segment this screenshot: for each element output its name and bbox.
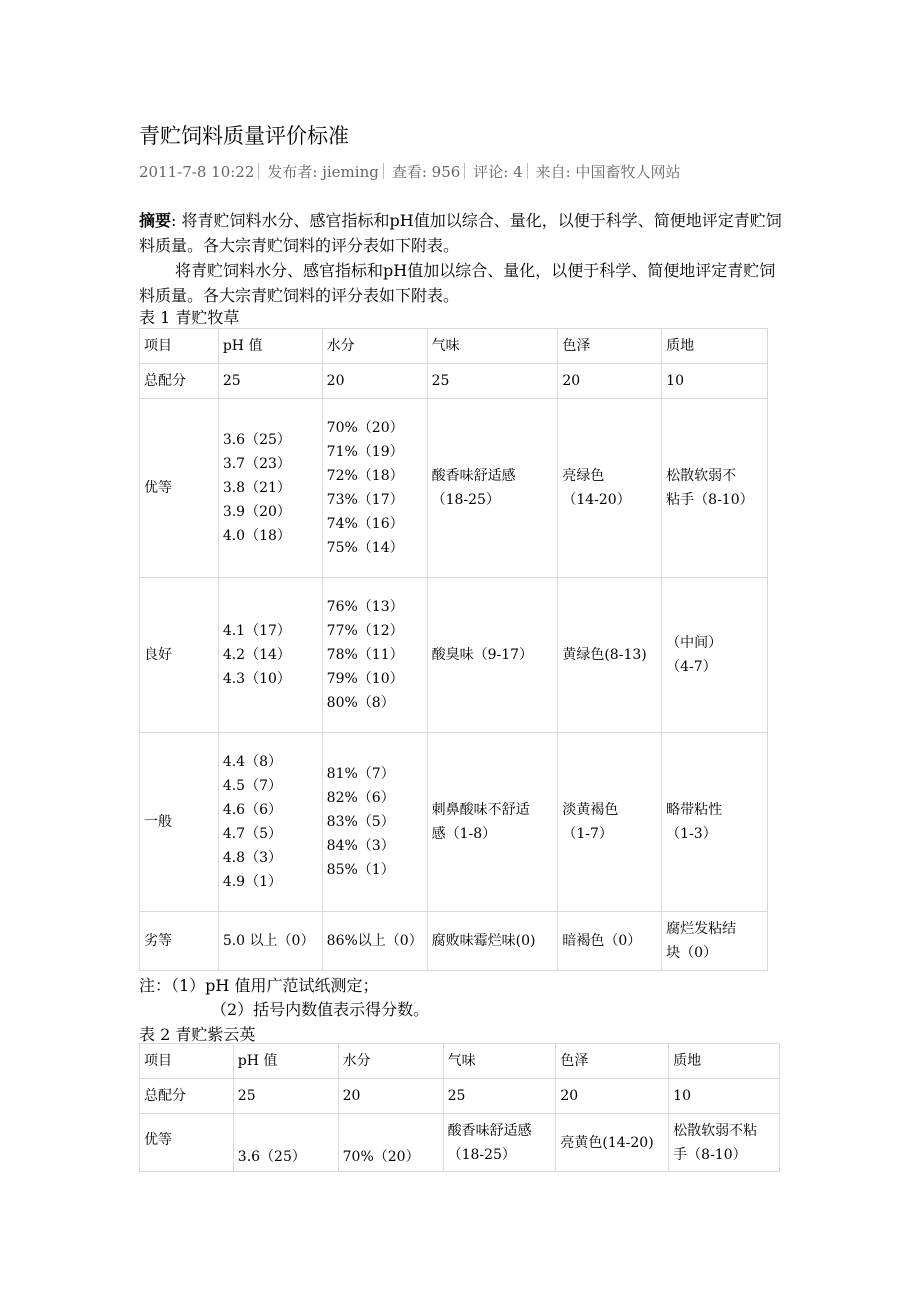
table-cell: 20 — [558, 364, 662, 399]
table-cell: 5.0 以上（0） — [218, 912, 322, 971]
meta-date: 2011-7-8 10:22 — [139, 163, 255, 181]
table-cell: 3.6（25） 3.7（23） 3.8（21） 3.9（20） 4.0（18） — [218, 399, 322, 578]
table-row — [140, 364, 768, 399]
table-silage-milk-vetch — [139, 1043, 780, 1172]
table-cell: 10 — [662, 364, 768, 399]
table-cell: 86%以上（0） — [322, 912, 427, 971]
header-cell: 色泽 — [558, 329, 662, 364]
table-cell: 暗褐色（0） — [558, 912, 662, 971]
header-cell: pH 值 — [218, 329, 322, 364]
table-row — [140, 912, 768, 971]
table-cell: 腐烂发粘结 块（0） — [662, 912, 768, 971]
table-cell: 松散软弱不粘 手（8-10） — [669, 1114, 780, 1172]
table-cell: 4.1（17） 4.2（14） 4.3（10） — [218, 578, 322, 733]
table-cell: 黄绿色(8-13) — [558, 578, 662, 733]
header-cell: 水分 — [338, 1044, 443, 1079]
table-cell: 20 — [338, 1079, 443, 1114]
meta-separator — [527, 163, 528, 179]
table-cell: 淡黄褐色 （1-7） — [558, 733, 662, 912]
body-paragraph: 将青贮饲料水分、感官指标和pH值加以综合、量化，以便于科学、简便地评定青贮饲料质量。各大宗青贮饲料的评分表如下附表。 — [139, 261, 776, 305]
header-cell: 气味 — [427, 329, 558, 364]
table2-caption: 表 2 青贮紫云英 — [139, 1025, 256, 1044]
table-cell: 70%（20） 71%（19） 72%（18） 73%（17） 74%（16） 75%（14） — [322, 399, 427, 578]
table-cell: 优等 — [140, 1114, 234, 1172]
table-cell: 优等 — [140, 399, 219, 578]
table-row — [140, 733, 768, 912]
table-cell: 总配分 — [140, 1079, 234, 1114]
header-cell: pH 值 — [233, 1044, 338, 1079]
header-cell: 项目 — [140, 329, 219, 364]
header-cell: 项目 — [140, 1044, 234, 1079]
meta-separator — [258, 163, 259, 179]
table-cell: 一般 — [140, 733, 219, 912]
article-meta — [139, 160, 795, 184]
table1-caption: 表 1 青贮牧草 — [139, 308, 240, 327]
table-note-2: （2）括号内数值表示得分数。 — [211, 1000, 430, 1019]
meta-views: 查看: 956 — [391, 163, 461, 181]
table-cell: 25 — [443, 1079, 556, 1114]
table-cell: 刺鼻酸味不舒适 感（1-8） — [427, 733, 558, 912]
table-silage-grass — [139, 328, 768, 971]
table-cell: 略带粘性 （1-3） — [662, 733, 768, 912]
header-cell: 质地 — [662, 329, 768, 364]
table-cell: 25 — [233, 1079, 338, 1114]
meta-comments[interactable]: 评论: 4 — [473, 163, 523, 181]
abstract-label: 摘要 — [139, 211, 172, 230]
table-cell: 10 — [669, 1079, 780, 1114]
abstract-text: : 将青贮饲料水分、感官指标和pH值加以综合、量化，以便于科学、简便地评定青贮饲料质量。各大宗青贮饲料的评分表如下附表。 — [139, 211, 782, 255]
table-cell: 4.4（8） 4.5（7） 4.6（6） 4.7（5） 4.8（3） 4.9（1） — [218, 733, 322, 912]
header-cell: 色泽 — [556, 1044, 669, 1079]
table-row — [140, 1079, 780, 1114]
table-row — [140, 1114, 780, 1172]
table-cell: 20 — [322, 364, 427, 399]
table-cell: 25 — [218, 364, 322, 399]
table-cell: 70%（20） — [338, 1114, 443, 1172]
table-row — [140, 578, 768, 733]
table-cell: 20 — [556, 1079, 669, 1114]
header-cell: 质地 — [669, 1044, 780, 1079]
table-header-row — [140, 1044, 780, 1079]
header-cell: 气味 — [443, 1044, 556, 1079]
table-note-1: 注：（1）pH 值用广范试纸测定； — [139, 976, 379, 995]
table-cell: 酸香味舒适感 （18-25） — [443, 1114, 556, 1172]
table-header-row — [140, 329, 768, 364]
table-cell: 酸香味舒适感 （18-25） — [427, 399, 558, 578]
table-cell: 总配分 — [140, 364, 219, 399]
table-cell: 劣等 — [140, 912, 219, 971]
meta-author[interactable]: 发布者: jieming — [267, 163, 379, 181]
table-row — [140, 399, 768, 578]
table-cell: 酸臭味（9-17） — [427, 578, 558, 733]
table-cell: 81%（7） 82%（6） 83%（5） 84%（3） 85%（1） — [322, 733, 427, 912]
table-cell: 松散软弱不 粘手（8-10） — [662, 399, 768, 578]
header-cell: 水分 — [322, 329, 427, 364]
abstract — [139, 208, 789, 258]
table-cell: 25 — [427, 364, 558, 399]
table-cell: 3.6（25） — [233, 1114, 338, 1172]
table-cell: 亮绿色 （14-20） — [558, 399, 662, 578]
table-cell: （中间） （4-7） — [662, 578, 768, 733]
table-cell: 亮黄色(14-20) — [556, 1114, 669, 1172]
table-cell: 腐败味霉烂味(0) — [427, 912, 558, 971]
meta-separator — [464, 163, 465, 179]
meta-separator — [383, 163, 384, 179]
meta-source[interactable]: 来自: 中国畜牧人网站 — [535, 163, 681, 181]
table-cell: 76%（13） 77%（12） 78%（11） 79%（10） 80%（8） — [322, 578, 427, 733]
page-title: 青贮饲料质量评价标准 — [139, 124, 349, 148]
table-cell: 良好 — [140, 578, 219, 733]
